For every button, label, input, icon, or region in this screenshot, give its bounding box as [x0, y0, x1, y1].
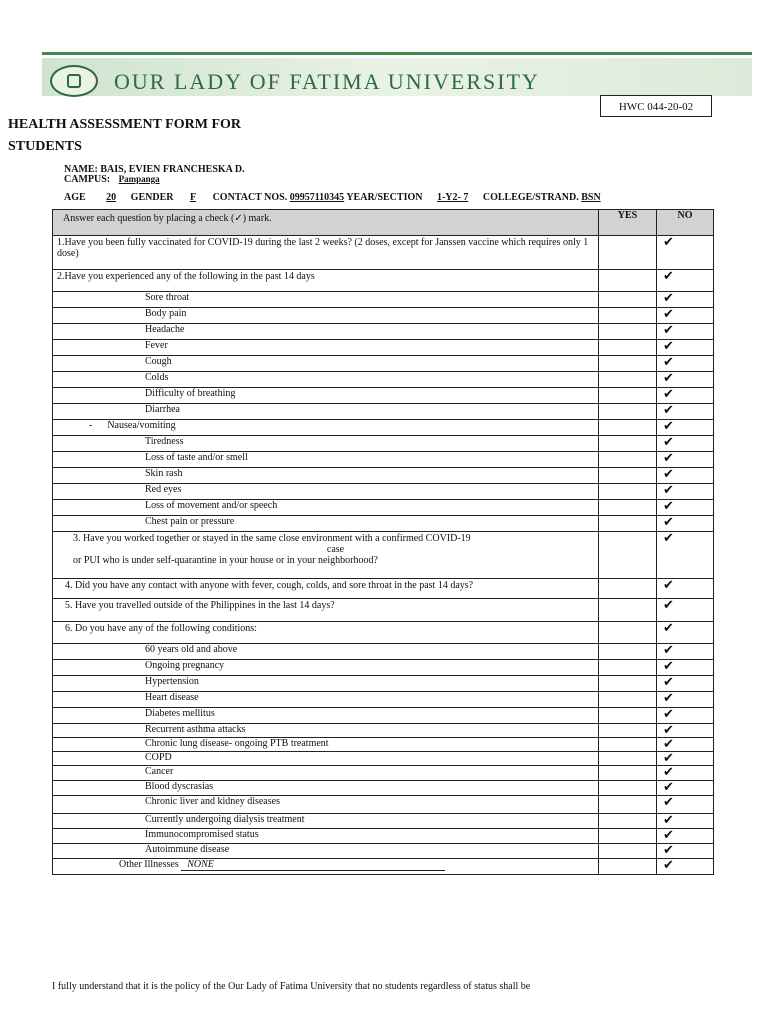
question-2-text: 2.Have you experienced any of the following in the past 14 days [53, 270, 599, 292]
symptom-label: Fever [53, 340, 599, 356]
check-mark-icon: ✔ [663, 691, 674, 706]
symptom-row [53, 324, 714, 340]
yes-cell[interactable] [599, 814, 657, 829]
other-illnesses-label: Other Illnesses [119, 859, 179, 870]
condition-label: 60 years old and above [53, 644, 599, 660]
no-cell[interactable] [657, 859, 714, 875]
question-3-line-1: 3. Have you worked together or stayed in the same close environment with a confirmed COVID-19 [73, 533, 471, 544]
symptom-label: Colds [53, 372, 599, 388]
check-mark-icon: ✔ [663, 751, 674, 766]
symptom-row [53, 500, 714, 516]
check-mark-icon: ✔ [663, 307, 674, 322]
campus-line [64, 174, 184, 185]
yes-cell[interactable] [599, 484, 657, 500]
yes-cell[interactable] [599, 692, 657, 708]
check-mark-icon: ✔ [663, 371, 674, 386]
condition-label: Heart disease [53, 692, 599, 708]
check-mark-icon: ✔ [663, 578, 674, 593]
check-mark-icon: ✔ [663, 291, 674, 306]
condition-label: Chronic liver and kidney diseases [53, 796, 599, 814]
symptom-row [53, 388, 714, 404]
question-row-1 [53, 236, 714, 270]
yes-column-header: YES [599, 210, 657, 236]
no-cell[interactable] [657, 738, 714, 752]
yes-cell[interactable] [599, 781, 657, 796]
check-mark-icon: ✔ [663, 515, 674, 530]
condition-label: Recurrent asthma attacks [53, 724, 599, 738]
no-cell[interactable] [657, 532, 714, 579]
yes-cell[interactable] [599, 324, 657, 340]
check-mark-icon: ✔ [663, 858, 674, 873]
question-row-6 [53, 622, 714, 644]
symptom-row [53, 436, 714, 452]
no-cell[interactable] [657, 372, 714, 388]
yes-cell[interactable] [599, 388, 657, 404]
no-cell[interactable] [657, 324, 714, 340]
yes-cell[interactable] [599, 660, 657, 676]
question-6-text: 6. Do you have any of the following conditions: [53, 622, 599, 644]
college-label: COLLEGE/STRAND. [482, 192, 579, 203]
no-cell[interactable] [657, 599, 714, 622]
student-name: NAME: BAIS, EVIEN FRANCHESKA D. [64, 164, 245, 175]
symptom-label: Skin rash [53, 468, 599, 484]
condition-row [53, 724, 714, 738]
check-mark-icon: ✔ [663, 737, 674, 752]
college-value: BSN [581, 192, 601, 203]
campus-value: Pampanga [118, 174, 160, 184]
check-mark-icon: ✔ [663, 323, 674, 338]
condition-label: Autoimmune disease [53, 844, 599, 859]
no-cell[interactable] [657, 340, 714, 356]
yes-cell[interactable] [599, 372, 657, 388]
check-mark-icon: ✔ [663, 483, 674, 498]
check-mark-icon: ✔ [663, 643, 674, 658]
check-mark-icon: ✔ [663, 451, 674, 466]
symptom-row [53, 468, 714, 484]
title-line-2: STUDENTS [8, 139, 82, 154]
form-code: HWC 044-20-02 [600, 95, 712, 117]
condition-label: Diabetes mellitus [53, 708, 599, 724]
condition-row [53, 844, 714, 859]
title-line-1: HEALTH ASSESSMENT FORM FOR [8, 117, 242, 132]
condition-label: Currently undergoing dialysis treatment [53, 814, 599, 829]
contact-label: CONTACT NOS. [212, 192, 288, 203]
check-mark-icon: ✔ [663, 621, 674, 636]
yes-cell[interactable] [599, 340, 657, 356]
question-row-2 [53, 270, 714, 292]
page-title [8, 114, 308, 158]
symptom-row [53, 372, 714, 388]
no-cell[interactable] [657, 404, 714, 420]
university-name: OUR LADY OF FATIMA UNIVERSITY [114, 69, 540, 94]
symptom-label: Cough [53, 356, 599, 372]
symptom-label: Body pain [53, 308, 599, 324]
yes-cell[interactable] [599, 829, 657, 844]
no-cell[interactable] [657, 724, 714, 738]
condition-label: Chronic lung disease- ongoing PTB treatment [53, 738, 599, 752]
other-illnesses-cell [53, 859, 599, 875]
student-details-line [64, 192, 601, 203]
condition-row [53, 781, 714, 796]
condition-row [53, 644, 714, 660]
condition-label: Cancer [53, 766, 599, 781]
yes-cell[interactable] [599, 766, 657, 781]
condition-label: Ongoing pregnancy [53, 660, 599, 676]
university-header [42, 52, 752, 98]
condition-row [53, 708, 714, 724]
check-mark-icon: ✔ [663, 531, 674, 546]
check-mark-icon: ✔ [663, 499, 674, 514]
condition-row [53, 796, 714, 814]
no-cell[interactable] [657, 708, 714, 724]
no-cell[interactable] [657, 236, 714, 270]
check-mark-icon: ✔ [663, 403, 674, 418]
no-cell[interactable] [657, 516, 714, 532]
yes-cell[interactable] [599, 599, 657, 622]
condition-row [53, 766, 714, 781]
instruction-text: Answer each question by placing a check (✓) mark. [53, 210, 599, 236]
yes-cell[interactable] [599, 420, 657, 436]
no-cell[interactable] [657, 388, 714, 404]
check-mark-icon: ✔ [663, 467, 674, 482]
university-seal-icon [50, 65, 98, 97]
condition-label: Immunocompromised status [53, 829, 599, 844]
no-cell[interactable] [657, 436, 714, 452]
check-mark-icon: ✔ [663, 828, 674, 843]
check-mark-icon: ✔ [663, 387, 674, 402]
yes-cell[interactable] [599, 532, 657, 579]
yes-cell[interactable] [599, 622, 657, 644]
check-mark-icon: ✔ [663, 659, 674, 674]
age-label: AGE [64, 192, 86, 203]
check-mark-icon: ✔ [663, 795, 674, 810]
year-label: YEAR/SECTION [346, 192, 423, 203]
condition-row [53, 738, 714, 752]
yes-cell[interactable] [599, 579, 657, 599]
no-cell[interactable] [657, 270, 714, 292]
question-5-text: 5. Have you travelled outside of the Philippines in the last 14 days? [53, 599, 599, 622]
no-cell[interactable] [657, 752, 714, 766]
question-1-text: 1.Have you been fully vaccinated for COVID-19 during the last 2 weeks? (2 doses, except for Janssen vaccine which requires only 1 dose) [53, 236, 599, 270]
check-mark-icon: ✔ [663, 780, 674, 795]
yes-cell[interactable] [599, 724, 657, 738]
condition-row [53, 676, 714, 692]
condition-row [53, 829, 714, 844]
question-row-4 [53, 579, 714, 599]
table-header-row [53, 210, 714, 236]
condition-row [53, 814, 714, 829]
check-mark-icon: ✔ [663, 598, 674, 613]
campus-label: CAMPUS: [64, 174, 111, 185]
yes-cell[interactable] [599, 644, 657, 660]
no-cell[interactable] [657, 484, 714, 500]
no-cell[interactable] [657, 622, 714, 644]
yes-cell[interactable] [599, 500, 657, 516]
check-mark-icon: ✔ [663, 707, 674, 722]
condition-label: COPD [53, 752, 599, 766]
symptom-row [53, 340, 714, 356]
health-assessment-table [52, 209, 714, 875]
yes-cell[interactable] [599, 796, 657, 814]
policy-statement: I fully understand that it is the policy of the Our Lady of Fatima University that no students regardless of status shall be [52, 981, 531, 992]
no-cell[interactable] [657, 676, 714, 692]
yes-cell[interactable] [599, 452, 657, 468]
condition-label: Blood dyscrasias [53, 781, 599, 796]
check-mark-icon: ✔ [663, 269, 674, 284]
no-cell[interactable] [657, 766, 714, 781]
condition-row [53, 660, 714, 676]
question-row-3 [53, 532, 714, 579]
no-cell[interactable] [657, 356, 714, 372]
no-cell[interactable] [657, 644, 714, 660]
yes-cell[interactable] [599, 404, 657, 420]
check-mark-icon: ✔ [663, 675, 674, 690]
question-4-text: 4. Did you have any contact with anyone with fever, cough, colds, and sore throat in the past 14 days? [53, 579, 599, 599]
check-mark-icon: ✔ [663, 843, 674, 858]
symptom-label: Loss of movement and/or speech [53, 500, 599, 516]
gender-value: F [189, 192, 197, 203]
symptom-row [53, 484, 714, 500]
symptom-row [53, 452, 714, 468]
no-cell[interactable] [657, 420, 714, 436]
yes-cell[interactable] [599, 436, 657, 452]
yes-cell[interactable] [599, 738, 657, 752]
check-mark-icon: ✔ [663, 339, 674, 354]
year-value: 1-Y2- 7 [436, 192, 469, 203]
contact-value: 09957110345 [289, 192, 345, 203]
yes-cell[interactable] [599, 468, 657, 484]
yes-cell[interactable] [599, 859, 657, 875]
age-value: 20 [106, 192, 117, 203]
condition-row [53, 752, 714, 766]
symptom-row [53, 308, 714, 324]
question-3-line-3: or PUI who is under self-quarantine in your house or in your neighborhood? [73, 555, 378, 566]
yes-cell[interactable] [599, 270, 657, 292]
no-cell[interactable] [657, 452, 714, 468]
check-mark-icon: ✔ [663, 419, 674, 434]
no-cell[interactable] [657, 844, 714, 859]
symptom-label: Sore throat [53, 292, 599, 308]
yes-cell[interactable] [599, 516, 657, 532]
no-cell[interactable] [657, 468, 714, 484]
no-cell[interactable] [657, 692, 714, 708]
symptom-row [53, 404, 714, 420]
symptom-label: Red eyes [53, 484, 599, 500]
yes-cell[interactable] [599, 676, 657, 692]
symptom-label: - Nausea/vomiting [53, 420, 599, 436]
no-cell[interactable] [657, 292, 714, 308]
symptom-label: Tiredness [53, 436, 599, 452]
yes-cell[interactable] [599, 308, 657, 324]
check-mark-icon: ✔ [663, 235, 674, 250]
no-cell[interactable] [657, 829, 714, 844]
symptom-label: Difficulty of breathing [53, 388, 599, 404]
other-illnesses-field[interactable]: NONE [181, 859, 445, 871]
no-cell[interactable] [657, 579, 714, 599]
check-mark-icon: ✔ [663, 765, 674, 780]
check-mark-icon: ✔ [663, 435, 674, 450]
yes-cell[interactable] [599, 356, 657, 372]
yes-cell[interactable] [599, 236, 657, 270]
no-column-header: NO [657, 210, 714, 236]
no-cell[interactable] [657, 308, 714, 324]
check-mark-icon: ✔ [663, 813, 674, 828]
check-mark-icon: ✔ [663, 355, 674, 370]
question-row-5 [53, 599, 714, 622]
condition-label: Hypertension [53, 676, 599, 692]
header-rule [42, 52, 752, 55]
symptom-label: Headache [53, 324, 599, 340]
symptom-row [53, 292, 714, 308]
question-3-text [53, 532, 599, 579]
header-band [42, 58, 752, 96]
no-cell[interactable] [657, 781, 714, 796]
symptom-label: Diarrhea [53, 404, 599, 420]
check-mark-icon: ✔ [663, 723, 674, 738]
symptom-row [53, 356, 714, 372]
no-cell[interactable] [657, 660, 714, 676]
gender-label: GENDER [130, 192, 174, 203]
symptom-row [53, 420, 714, 436]
condition-row [53, 692, 714, 708]
yes-cell[interactable] [599, 752, 657, 766]
yes-cell[interactable] [599, 292, 657, 308]
other-illnesses-row [53, 859, 714, 875]
yes-cell[interactable] [599, 708, 657, 724]
symptom-label: Chest pain or pressure [53, 516, 599, 532]
no-cell[interactable] [657, 796, 714, 814]
symptom-row [53, 516, 714, 532]
question-3-line-2: case [326, 544, 345, 555]
no-cell[interactable] [657, 814, 714, 829]
no-cell[interactable] [657, 500, 714, 516]
yes-cell[interactable] [599, 844, 657, 859]
symptom-label: Loss of taste and/or smell [53, 452, 599, 468]
